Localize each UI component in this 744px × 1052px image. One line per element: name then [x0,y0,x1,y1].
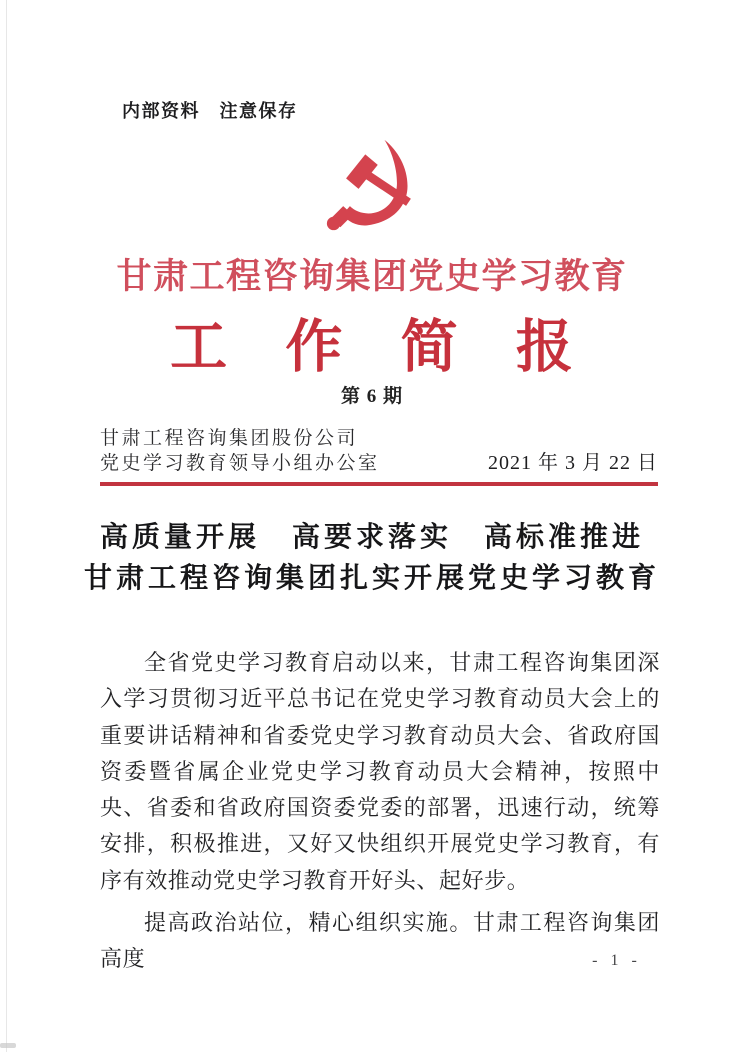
cpc-emblem-icon [324,135,420,237]
page-number: - 1 - [592,952,638,969]
issuer-name-line2: 党史学习教育领导小组办公室 [100,453,380,474]
headline-line-1: 高质量开展 高要求落实 高标准推进 [99,522,644,553]
body-paragraph: 全省党史学习教育启动以来，甘肃工程咨询集团深入学习贯彻习近平总书记在党史学习教育动员大会上的重要讲话精神和省委党史学习教育动员大会、省政府国资委暨省属企业党史学习教育动员大会精神，按照中央、省委和省政府国资委党委的部署，迅速行动，统筹安排，积极推进，又好又快组织开展党史学习教育，有序有效推动党史学习教育开好头、起好步。 [100,650,660,893]
article-headline [0,517,744,599]
confidential-note: 内部资料 注意保存 [122,101,298,121]
scan-artifact-smudge [0,1043,16,1048]
issuer-name-line1: 甘肃工程咨询集团股份公司 [100,428,359,449]
headline-line-2: 甘肃工程咨询集团扎实开展党史学习教育 [83,563,660,594]
issue-number: 第 6 期 [340,386,403,407]
article-body [100,645,660,978]
masthead [100,426,658,476]
issuer-block [100,426,380,476]
divider-rule [100,482,658,486]
body-paragraph: 提高政治站位，精心组织实施。甘肃工程咨询集团高度 [100,910,660,972]
org-title: 甘肃工程咨询集团党史学习教育 [116,257,628,296]
bulletin-title: 工 作 简 报 [170,316,574,379]
issue-date: 2021 年 3 月 22 日 [488,452,658,474]
